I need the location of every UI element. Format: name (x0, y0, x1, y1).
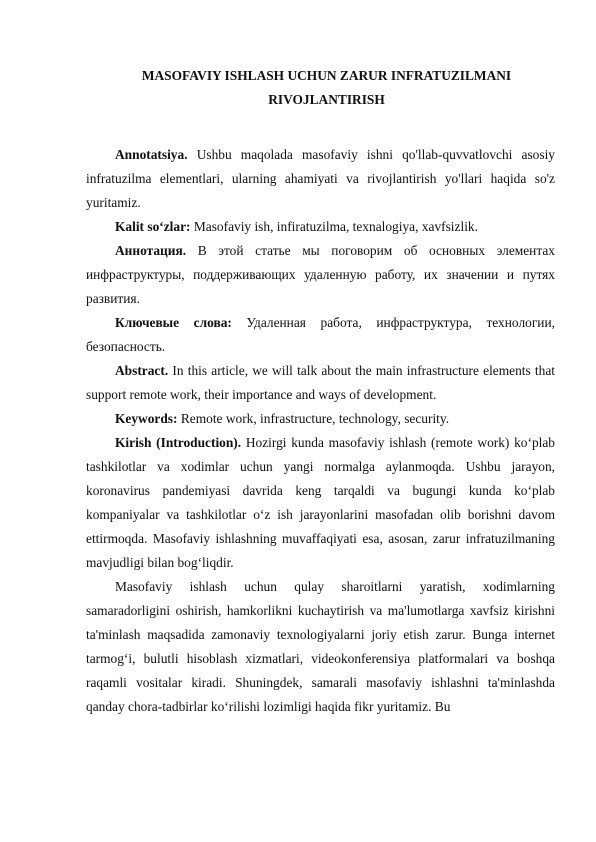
keywords-en-label: Keywords: (115, 411, 178, 426)
introduction-text: Hozirgi kunda masofaviy ishlash (remote work) ko‘plab tashkilotlar va xodimlar uchun yangi normalga aylanmoqda. Ushbu jarayon, koronavirus pandemiyasi davrida keng tarqaldi va bugungi kunda ko‘plab kompaniyalar va tashkilotlar o‘z ish jarayonlarini masofadan olib borishni davom ettirmoqda. Masofaviy ishlashning muvaffaqiyati esa, asosan, zarur infratuzilmaning mavjudligi bilan bog‘liqdir. (86, 435, 555, 570)
keywords-en-text: Remote work, infrastructure, technology, security. (177, 411, 450, 426)
keywords-uz-label: Kalit so‘zlar: (115, 219, 191, 234)
annotation-ru-label: Аннотация. (115, 243, 187, 258)
annotation-uz-label: Annotatsiya. (115, 147, 188, 162)
introduction-label: Kirish (Introduction). (115, 435, 242, 450)
article-body (86, 143, 555, 719)
body-paragraph-text: Masofaviy ishlash uchun qulay sharoitlarni yaratish, xodimlarning samaradorligini oshirish, hamkorlikni kuchaytirish va ma'lumotlarga xavfsiz kirishni ta'minlash maqsadida zamonaviy texnologiyalarni joriy etish zarur. Bunga internet tarmog‘i, bulutli hisoblash xizmatlari, videokonferensiya platformalari va boshqa raqamli vositalar kiradi. Shuningdek, samarali masofaviy ishlashni ta'minlashda qanday chora-tadbirlar ko‘rilishi lozimligi haqida fikr yuritamiz. Bu (86, 579, 555, 714)
abstract-en-label: Abstract. (115, 363, 169, 378)
keywords-uz-text: Masofaviy ish, infiratuzilma, texnalogiya, xavfsizlik. (190, 219, 478, 234)
annotation-uz-text: Ushbu maqolada masofaviy ishni qo'llab-quvvatlovchi asosiy infratuzilma elementlari, ularning ahamiyati va rivojlantirish yo'llari haqida so'z yuritamiz. (86, 147, 555, 210)
abstract-en (86, 359, 555, 407)
title-line-1: MASOFAVIY ISHLASH UCHUN ZARUR INFRATUZILMANI (141, 68, 512, 83)
annotation-ru-text: В этой статье мы поговорим об основных элементах инфраструктуры, поддерживающих удаленную работу, их значении и путях развития. (86, 243, 555, 306)
introduction (86, 431, 555, 575)
keywords-ru-text: Удаленная работа, инфраструктура, технологии, безопасность. (86, 315, 555, 354)
keywords-ru-label: Ключевые слова: (115, 315, 232, 330)
keywords-uz (86, 215, 555, 239)
title-line-2: RIVOJLANTIRISH (268, 92, 385, 107)
keywords-en (86, 407, 555, 431)
body-paragraph (86, 575, 555, 719)
keywords-ru (86, 311, 555, 359)
abstract-en-text: In this article, we will talk about the main infrastructure elements that support remote work, their importance and ways of development. (86, 363, 555, 402)
article-title (86, 64, 555, 112)
annotation-uz (86, 143, 555, 215)
annotation-ru (86, 239, 555, 311)
